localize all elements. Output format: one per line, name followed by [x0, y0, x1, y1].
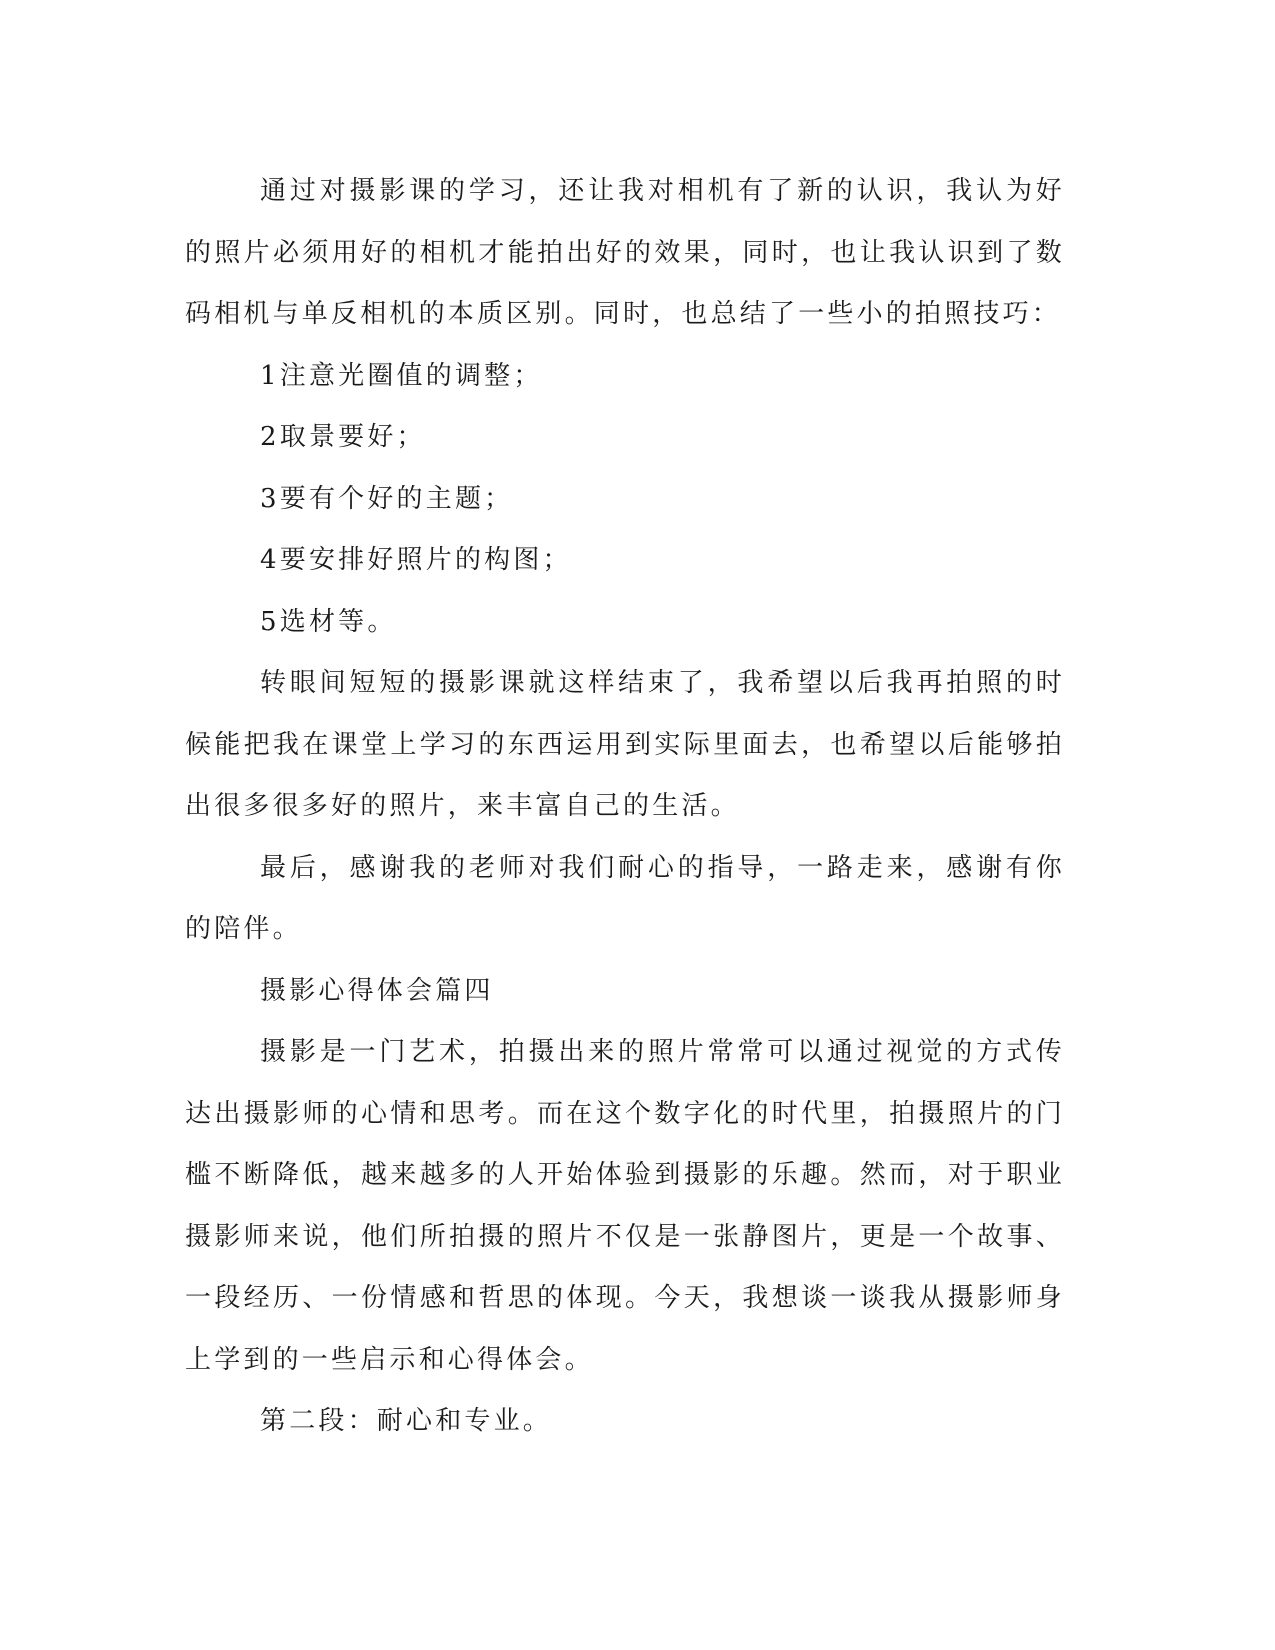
list-item-aperture: 1注意光圈值的调整； — [260, 360, 543, 391]
paragraph-course-end: 转眼间短短的摄影课就这样结束了，我希望以后我再拍照的时候能把我在课堂上学习的东西运用到实际里面去，也希望以后能够拍出很多很多好的照片，来丰富自己的生活。 — [185, 668, 1065, 821]
paragraph-photography-art: 摄影是一门艺术，拍摄出来的照片常常可以通过视觉的方式传达出摄影师的心情和思考。而在这个数字化的时代里，拍摄照片的门槛不断降低，越来越多的人开始体验到摄影的乐趣。然而，对于职业摄影师来说，他们所拍摄的照片不仅是一张静图片，更是一个故事、一段经历、一份情感和哲思的体现。今天，我想谈一谈我从摄影师身上学到的一些启示和心得体会。 — [185, 1037, 1065, 1375]
list-item-framing: 2取景要好； — [260, 422, 426, 452]
document-body — [185, 161, 1065, 1453]
list-item-material: 5选材等。 — [260, 606, 397, 637]
list-item-theme: 3要有个好的主题； — [260, 483, 514, 514]
paragraph-thanks: 最后，感谢我的老师对我们耐心的指导，一路走来，感谢有你的陪伴。 — [185, 852, 1065, 944]
paragraph-camera-learning: 通过对摄影课的学习，还让我对相机有了新的认识，我认为好的照片必须用好的相机才能拍出好的效果，同时，也让我认识到了数码相机与单反相机的本质区别。同时，也总结了一些小的拍照技巧： — [185, 176, 1065, 329]
subheading-patience: 第二段：耐心和专业。 — [260, 1406, 553, 1436]
list-item-composition: 4要安排好照片的构图； — [260, 545, 572, 575]
section-heading: 摄影心得体会篇四 — [260, 975, 494, 1006]
